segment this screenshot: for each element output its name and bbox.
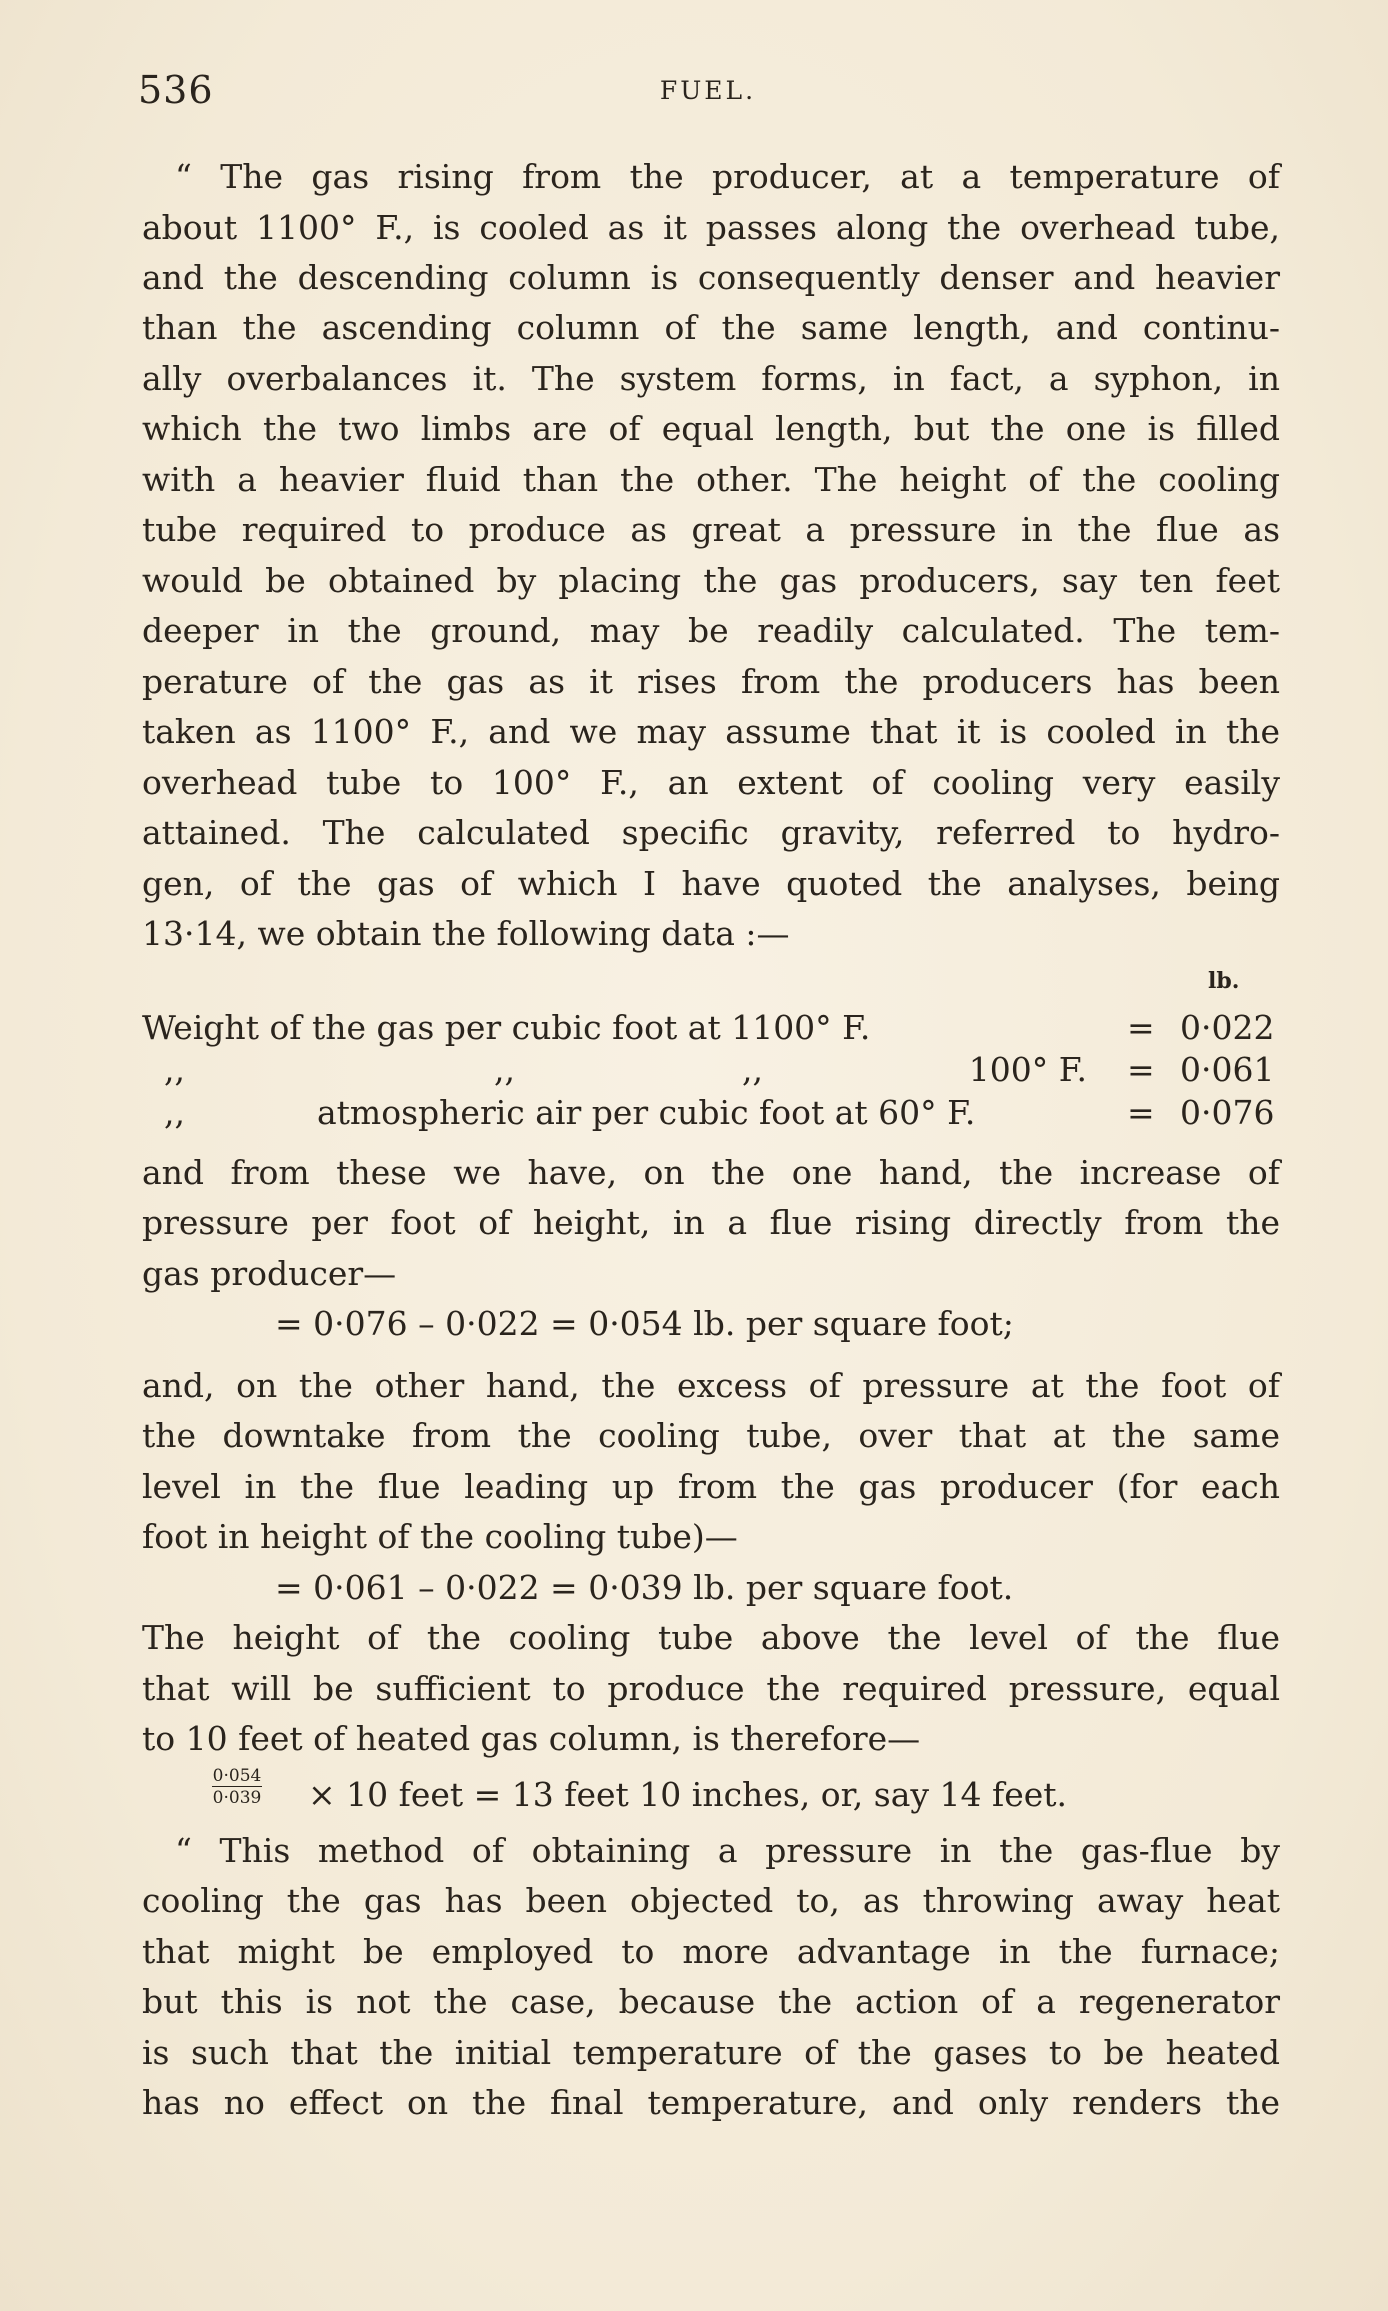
text-line: would be obtained by placing the gas producers, say ten feet <box>142 561 1280 600</box>
fraction-numerator: 0·054 <box>212 1766 262 1786</box>
ditto-mark: ,, <box>742 1050 763 1089</box>
text-line: attained. The calculated specific gravity, referred to hydro- <box>142 813 1280 852</box>
equation: = 0·061 – 0·022 = 0·039 lb. per square foot. <box>275 1568 1014 1607</box>
text-line: cooling the gas has been objected to, as throwing away heat <box>142 1881 1280 1920</box>
text-line: level in the flue leading up from the gas producer (for each <box>142 1467 1280 1506</box>
data-row <box>142 1050 1282 1090</box>
ditto-mark: ,, <box>494 1050 515 1089</box>
text-line: that might be employed to more advantage in the furnace; <box>142 1932 1280 1971</box>
text-line: to 10 feet of heated gas column, is therefore— <box>142 1719 921 1758</box>
text-line: the downtake from the cooling tube, over that at the same <box>142 1416 1280 1455</box>
text-line: 13·14, we obtain the following data :— <box>142 914 790 953</box>
text-line: perature of the gas as it rises from the producers has been <box>142 662 1280 701</box>
text-line: taken as 1100° F., and we may assume that it is cooled in the <box>142 712 1280 751</box>
text-line: with a heavier fluid than the other. The height of the cooling <box>142 460 1280 499</box>
running-head: FUEL. <box>659 76 757 105</box>
text-line: than the ascending column of the same length, and continu- <box>142 308 1280 347</box>
row-value: 0·061 <box>1180 1050 1275 1089</box>
equation: = 0·076 – 0·022 = 0·054 lb. per square foot; <box>275 1304 1014 1343</box>
text-line: and, on the other hand, the excess of pressure at the foot of <box>142 1366 1280 1405</box>
row-temperature: 100° F. <box>968 1050 1087 1089</box>
data-row <box>142 1093 1282 1133</box>
row-value: 0·022 <box>1180 1008 1275 1047</box>
text-line: and from these we have, on the one hand, the increase of <box>142 1153 1280 1192</box>
equals-sign: = <box>1127 1050 1155 1089</box>
text-line: gas producer— <box>142 1254 397 1293</box>
data-row <box>142 1008 1282 1048</box>
page-number: 536 <box>138 68 214 112</box>
text-line: gen, of the gas of which I have quoted the analyses, being <box>142 864 1280 903</box>
text-line: tube required to produce as great a pressure in the flue as <box>142 510 1280 549</box>
ditto-mark: ,, <box>164 1050 185 1089</box>
text-line: about 1100° F., is cooled as it passes along the overhead tube, <box>142 208 1280 247</box>
text-line: has no effect on the final temperature, and only renders the <box>142 2083 1280 2122</box>
text-line: ally overbalances it. The system forms, in fact, a syphon, in <box>142 359 1280 398</box>
unit-label: lb. <box>1208 968 1240 994</box>
text-line: overhead tube to 100° F., an extent of cooling very easily <box>142 763 1280 802</box>
text-line: is such that the initial temperature of the gases to be heated <box>142 2033 1280 2072</box>
ditto-mark: ,, <box>164 1093 185 1132</box>
text-line: deeper in the ground, may be readily calculated. The tem- <box>142 611 1280 650</box>
text-line: “ The gas rising from the producer, at a temperature of <box>175 157 1280 196</box>
text-line: “ This method of obtaining a pressure in the gas-flue by <box>175 1831 1280 1870</box>
text-line: that will be sufficient to produce the required pressure, equal <box>142 1669 1280 1708</box>
equals-sign: = <box>1127 1093 1155 1132</box>
row-label: atmospheric air per cubic foot at 60° F. <box>317 1093 976 1132</box>
text-line: The height of the cooling tube above the level of the flue <box>142 1618 1280 1657</box>
equals-sign: = <box>1127 1008 1155 1047</box>
fraction-denominator: 0·039 <box>212 1788 262 1808</box>
text-line: but this is not the case, because the action of a regenerator <box>142 1982 1280 2021</box>
fraction <box>212 1767 262 1807</box>
row-value: 0·076 <box>1180 1093 1275 1132</box>
text-line: foot in height of the cooling tube)— <box>142 1517 738 1556</box>
text-line: which the two limbs are of equal length, but the one is filled <box>142 409 1280 448</box>
page-header <box>138 68 1278 118</box>
row-label: Weight of the gas per cubic foot at 1100° F. <box>142 1008 871 1047</box>
text-line: pressure per foot of height, in a flue rising directly from the <box>142 1203 1280 1242</box>
text-line: and the descending column is consequently denser and heavier <box>142 258 1280 297</box>
equation: × 10 feet = 13 feet 10 inches, or, say 14 feet. <box>308 1775 1067 1814</box>
